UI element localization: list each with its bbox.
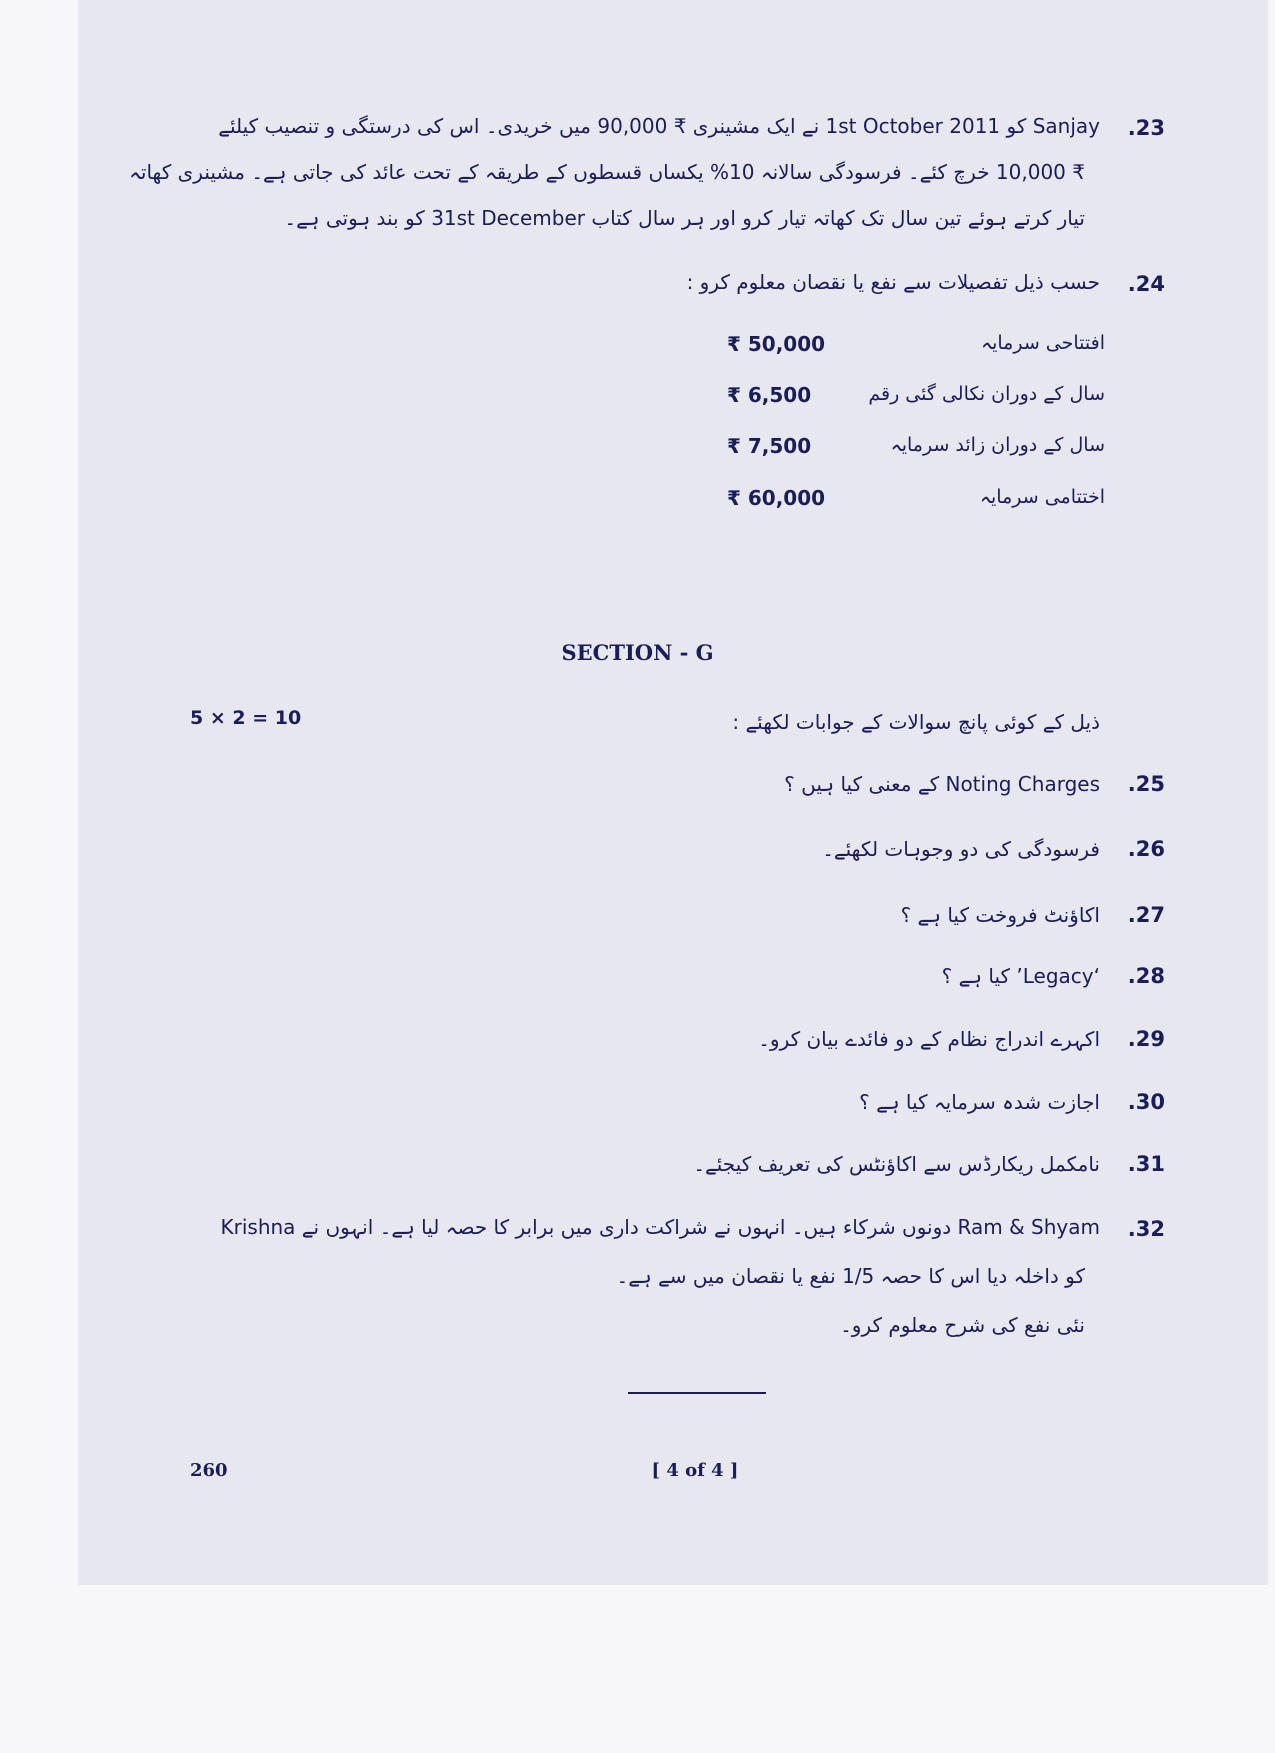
detail-label: افتتاحی سرمایہ [980, 332, 1105, 354]
detail-label: سال کے دوران زائد سرمایہ [890, 434, 1105, 456]
question-text-line: تیار کرتے ہوئے تین سال تک کھاتہ تیار کرو اور ہر سال کتاب 31st December کو بند ہوتی ہے۔ [284, 206, 1085, 230]
question-number: .26 [1127, 837, 1165, 861]
question-text-line: ‘Legacy’ کیا ہے ؟ [941, 964, 1100, 988]
question-text-line: نامکمل ریکارڈس سے اکاؤنٹس کی تعریف کیجئے۔ [693, 1152, 1100, 1176]
question-text-line: Noting Charges کے معنی کیا ہیں ؟ [784, 772, 1100, 796]
question-text-line: نئی نفع کی شرح معلوم کرو۔ [840, 1313, 1085, 1337]
detail-amount: ₹ 6,500 [727, 383, 812, 407]
question-text-line: اکہرے اندراج نظام کے دو فائدے بیان کرو۔ [758, 1027, 1100, 1051]
section-title: SECTION - G [561, 640, 714, 665]
detail-amount: ₹ 7,500 [727, 434, 812, 458]
question-number: .24 [1127, 272, 1165, 296]
detail-amount: ₹ 50,000 [727, 332, 826, 356]
question-number: .25 [1127, 772, 1165, 796]
question-text-line: فرسودگی کی دو وجوہات لکھئے۔ [822, 837, 1100, 861]
question-number: .30 [1127, 1090, 1165, 1114]
question-number: .31 [1127, 1152, 1165, 1176]
question-number: .28 [1127, 964, 1165, 988]
marks-scheme: 5 × 2 = 10 [190, 707, 302, 729]
section-instruction: ذیل کے کوئی پانچ سوالات کے جوابات لکھئے : [732, 710, 1100, 734]
paper-code: 260 [190, 1460, 228, 1481]
page-number: [ 4 of 4 ] [651, 1460, 739, 1481]
end-rule [628, 1392, 766, 1394]
question-text-line: ₹ 10,000 خرچ کئے۔ فرسودگی سالانہ 10% یکساں قسطوں کے طریقہ کے تحت عائد کی جاتی ہے۔ مشینری کھاتہ [129, 160, 1085, 184]
detail-label: سال کے دوران نکالی گئی رقم [868, 383, 1105, 405]
question-text-line: کو داخلہ دیا اس کا حصہ 1/5 نفع یا نقصان میں سے ہے۔ [616, 1264, 1085, 1288]
question-number: .23 [1127, 116, 1165, 140]
question-number: .29 [1127, 1027, 1165, 1051]
question-text-line: Sanjay کو 1st October 2011 نے ایک مشینری ₹ 90,000 میں خریدی۔ اس کی درستگی و تنصیب کیلئے [218, 114, 1100, 138]
question-text-line: اجازت شدہ سرمایہ کیا ہے ؟ [859, 1090, 1100, 1114]
question-number: .27 [1127, 903, 1165, 927]
question-text-line: Ram & Shyam دونوں شرکاء ہیں۔ انہوں نے شراکت داری میں برابر کا حصہ لیا ہے۔ انہوں نے Krishna [220, 1215, 1100, 1239]
question-number: .32 [1127, 1217, 1165, 1241]
detail-label: اختتامی سرمایہ [979, 486, 1105, 508]
question-text-line: حسب ذیل تفصیلات سے نفع یا نقصان معلوم کرو : [686, 270, 1100, 294]
question-text-line: اکاؤنٹ فروخت کیا ہے ؟ [900, 903, 1100, 927]
detail-amount: ₹ 60,000 [727, 486, 826, 510]
